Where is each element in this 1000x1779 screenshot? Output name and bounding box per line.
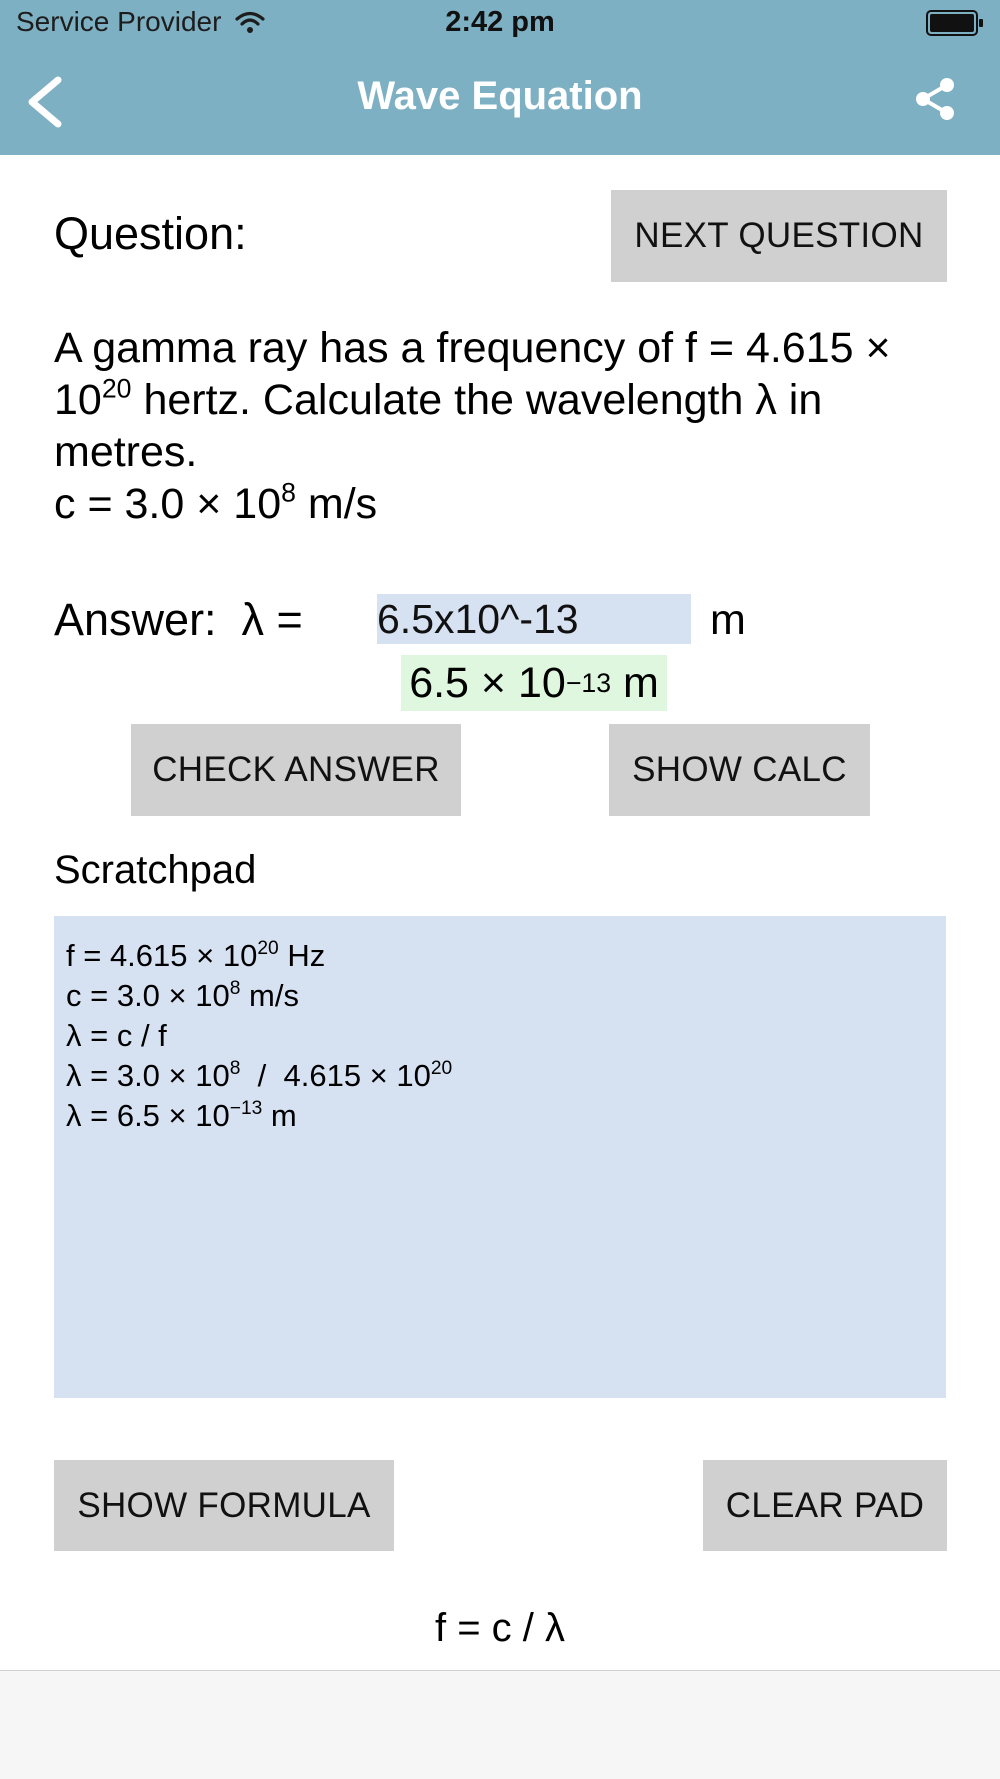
question-line-2 [54,374,934,426]
page-title: Wave Equation [357,74,643,118]
scratchpad-text: c = 3.0 × 10 [66,978,230,1013]
show-calc-button[interactable]: SHOW CALC [609,724,870,816]
correct-answer-display: 6.5 × 10 −13 m [401,655,667,711]
scratchpad-line-1 [66,936,934,976]
scratchpad-exponent: 8 [229,1058,241,1080]
check-answer-button[interactable]: CHECK ANSWER [131,724,461,816]
answer-label: Answer: λ = [54,594,303,645]
scratchpad-line-2 [66,976,934,1016]
scratchpad-line-3: λ = c / f [66,1018,167,1053]
scratchpad-line-4 [66,1056,934,1096]
scratchpad-text: / 4.615 × 10 [240,1058,431,1093]
clear-pad-button[interactable]: CLEAR PAD [703,1460,947,1551]
scratchpad-label: Scratchpad [54,848,257,892]
correct-answer-value: 6.5 × 10 [409,658,566,707]
question-line-1: A gamma ray has a frequency of f = 4.615 × [54,324,891,372]
question-text [54,322,934,530]
scratchpad-text: f = 4.615 × 10 [66,938,258,973]
scratchpad-exponent: −13 [229,1098,263,1120]
answer-unit: m [710,596,746,644]
scratchpad-exponent: 8 [229,978,241,1000]
correct-answer-unit: m [611,658,659,707]
scratchpad-exponent: 20 [430,1058,453,1080]
next-question-button[interactable] [611,190,947,282]
scratchpad-exponent: 20 [257,938,279,960]
speed-of-light-exponent: 8 [281,477,296,508]
scratchpad-textarea[interactable] [54,916,946,1398]
formula-text: f = c / λ [434,1606,566,1650]
question-exponent: 20 [101,373,132,404]
speed-of-light-text: c = 3.0 × 10 [54,480,282,528]
bottom-toolbar [0,1670,1000,1779]
scratchpad-text: λ = 6.5 × 10 [66,1098,230,1133]
scratchpad-text: m/s [240,978,299,1013]
scratchpad-text: Hz [278,938,326,973]
battery-icon [926,10,984,36]
question-line-4 [54,478,934,530]
show-formula-button[interactable]: SHOW FORMULA [54,1460,394,1551]
question-line-3: metres. [54,428,198,476]
answer-input[interactable] [377,594,691,644]
speed-of-light-unit: m/s [295,480,378,528]
question-label: Question: [54,208,247,259]
share-icon[interactable] [912,76,958,122]
carrier-name: Service Provider [16,6,222,37]
question-line-2-rest: hertz. Calculate the wavelength λ in [131,376,823,424]
scratchpad-text: λ = 3.0 × 10 [66,1058,230,1093]
next-question-label: NEXT QUESTION [634,216,924,255]
question-exponent-base: 10 [54,376,102,424]
scratchpad-text: m [262,1098,297,1133]
scratchpad-line-5 [66,1096,934,1136]
status-time: 2:42 pm [445,6,555,38]
